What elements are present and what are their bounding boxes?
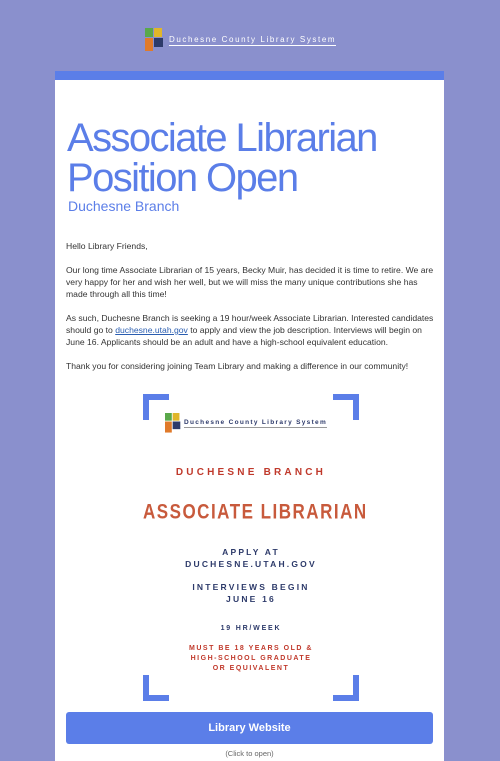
header-logo-text: Duchesne County Library System xyxy=(169,34,337,44)
page-subtitle: Duchesne Branch xyxy=(68,198,180,214)
flyer-logo xyxy=(165,413,327,433)
article-body xyxy=(66,240,436,384)
library-logo-icon xyxy=(165,413,179,430)
frame-corner-bottom-left xyxy=(143,675,169,701)
greeting-text: Hello Library Friends, xyxy=(66,241,148,251)
paragraph-job-info: As such, Duchesne Branch is seeking a 19 hour/week Associate Librarian. Interested candidates should go to duchesne.utah.gov to apply and view the job description. Interviews will begin on June 16. Applicants should be an adult and have a high-school equivalent education. xyxy=(66,312,434,348)
flyer-position: ASSOCIATE LIBRARIAN xyxy=(143,499,368,524)
frame-corner-bottom-right xyxy=(333,675,359,701)
frame-corner-top-right xyxy=(333,394,359,420)
flyer-logo-text: Duchesne County Library System xyxy=(184,418,328,426)
flyer-requirement-line: HIGH-SCHOOL GRADUATE xyxy=(190,655,312,662)
flyer-interviews-label: INTERVIEWS BEGIN xyxy=(192,582,310,592)
flyer-hours: 19 HR/WEEK xyxy=(220,625,282,632)
flyer-requirement-line: OR EQUIVALENT xyxy=(212,665,290,672)
click-to-open-note: (Click to open) xyxy=(225,749,274,758)
flyer-apply-label: APPLY AT xyxy=(222,547,280,557)
page-title: Associate Librarian Position Open xyxy=(67,116,377,200)
paragraph-retirement: Our long time Associate Librarian of 15 years, Becky Muir, has decided it is time to retire. We are very happy for her and wish her well, but we will miss the many unique contributions she has made through all this time! xyxy=(66,264,434,300)
closing-text: Thank you for considering joining Team Library and making a difference in our community! xyxy=(66,360,409,371)
newsletter-card xyxy=(55,71,444,761)
flyer-branch: DUCHESNE BRANCH xyxy=(175,467,327,478)
flyer-requirement-line: MUST BE 18 YEARS OLD & xyxy=(189,645,313,652)
job-flyer-image xyxy=(143,394,368,701)
header-logo[interactable] xyxy=(145,28,336,52)
library-logo-icon xyxy=(145,28,165,52)
flyer-apply-url: DUCHESNE.UTAH.GOV xyxy=(185,559,317,569)
flyer-interviews-date: JUNE 16 xyxy=(226,594,276,604)
apply-link[interactable]: duchesne.utah.gov xyxy=(115,325,188,336)
library-website-button[interactable]: Library Website xyxy=(66,712,433,744)
